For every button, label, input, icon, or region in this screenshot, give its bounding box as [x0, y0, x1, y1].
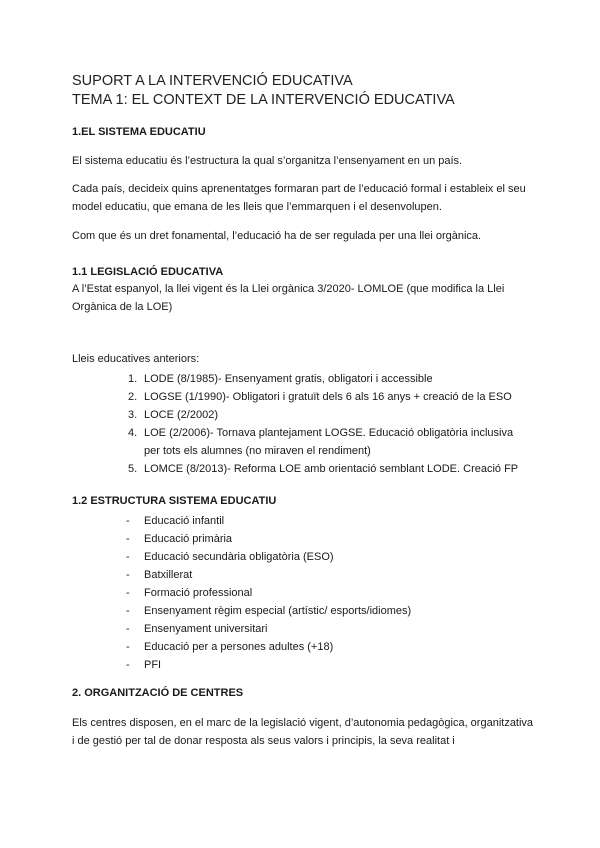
list-item-text: LODE (8/1985)- Ensenyament gratis, obligatori i accessible [144, 373, 433, 385]
list-item: - Educació per a persones adultes (+18) [126, 638, 411, 656]
list-item-text: LOCE (2/2002) [144, 409, 218, 421]
section-1-1-paragraph: A l’Estat espanyol, la llei vigent és la Llei orgànica 3/2020- LOMLOE (que modifica la Llei Orgànica de la LOE) [72, 283, 505, 313]
section-1-paragraph-2: Cada país, decideix quins aprenentatges formaran part de l’educació formal i estableix el seu model educatiu, que emana de les lleis que l’emmarquen i el desenvolupen. [72, 183, 526, 213]
document-title [72, 72, 455, 110]
list-item: - Batxillerat [126, 566, 411, 584]
list-number: 3. [128, 409, 138, 421]
list-item [128, 370, 528, 388]
list-number: 4. [128, 427, 138, 439]
section-1-heading: 1.EL SISTEMA EDUCATIU [72, 126, 206, 138]
list-number: 2. [128, 391, 138, 403]
list-item [128, 388, 528, 406]
education-structure-list [126, 512, 411, 674]
list-item [128, 424, 528, 460]
list-item [128, 406, 528, 424]
list-number: 5. [128, 463, 138, 475]
section-1-paragraph-3: Com que és un dret fonamental, l’educació ha de ser regulada per una llei orgànica. [72, 230, 482, 242]
list-item: - Educació secundària obligatòria (ESO) [126, 548, 411, 566]
list-item: - Educació primària [126, 530, 411, 548]
section-2-heading: 2. ORGANITZACIÓ DE CENTRES [72, 687, 244, 699]
list-item: - PFI [126, 656, 411, 674]
section-1-2-heading: 1.2 ESTRUCTURA SISTEMA EDUCATIU [72, 495, 277, 507]
section-1-paragraph-1: El sistema educatiu és l’estructura la qual s’organitza l’ensenyament en un país. [72, 155, 463, 167]
section-1-1-heading: 1.1 LEGISLACIÓ EDUCATIVA [72, 266, 224, 278]
section-2-paragraph: Els centres disposen, en el marc de la legislació vigent, d’autonomia pedagògica, organitzativa i de gestió per tal de donar resposta als seus valors i principis, la seva realitat i [72, 717, 534, 747]
list-item-text: LOGSE (1/1990)- Obligatori i gratuït dels 6 als 16 anys + creació de la ESO [144, 391, 512, 403]
list-number: 1. [128, 373, 138, 385]
list-item-text: LOMCE (8/2013)- Reforma LOE amb orientació semblant LODE. Creació FP [144, 463, 519, 475]
laws-intro: Lleis educatives anteriors: [72, 353, 200, 365]
list-item: - Ensenyament universitari [126, 620, 411, 638]
title-line-2: TEMA 1: EL CONTEXT DE LA INTERVENCIÓ EDUCATIVA [72, 92, 455, 108]
list-item [128, 460, 528, 478]
list-item-text: LOE (2/2006)- Tornava plantejament LOGSE. Educació obligatòria inclusiva per tots els alumnes (no miraven el rendiment) [144, 427, 514, 457]
title-line-1: SUPORT A LA INTERVENCIÓ EDUCATIVA [72, 73, 353, 89]
list-item: - Formació professional [126, 584, 411, 602]
list-item: - Educació infantil [126, 512, 411, 530]
list-item: - Ensenyament règim especial (artístic/ esports/idiomes) [126, 602, 411, 620]
laws-list [128, 370, 528, 478]
